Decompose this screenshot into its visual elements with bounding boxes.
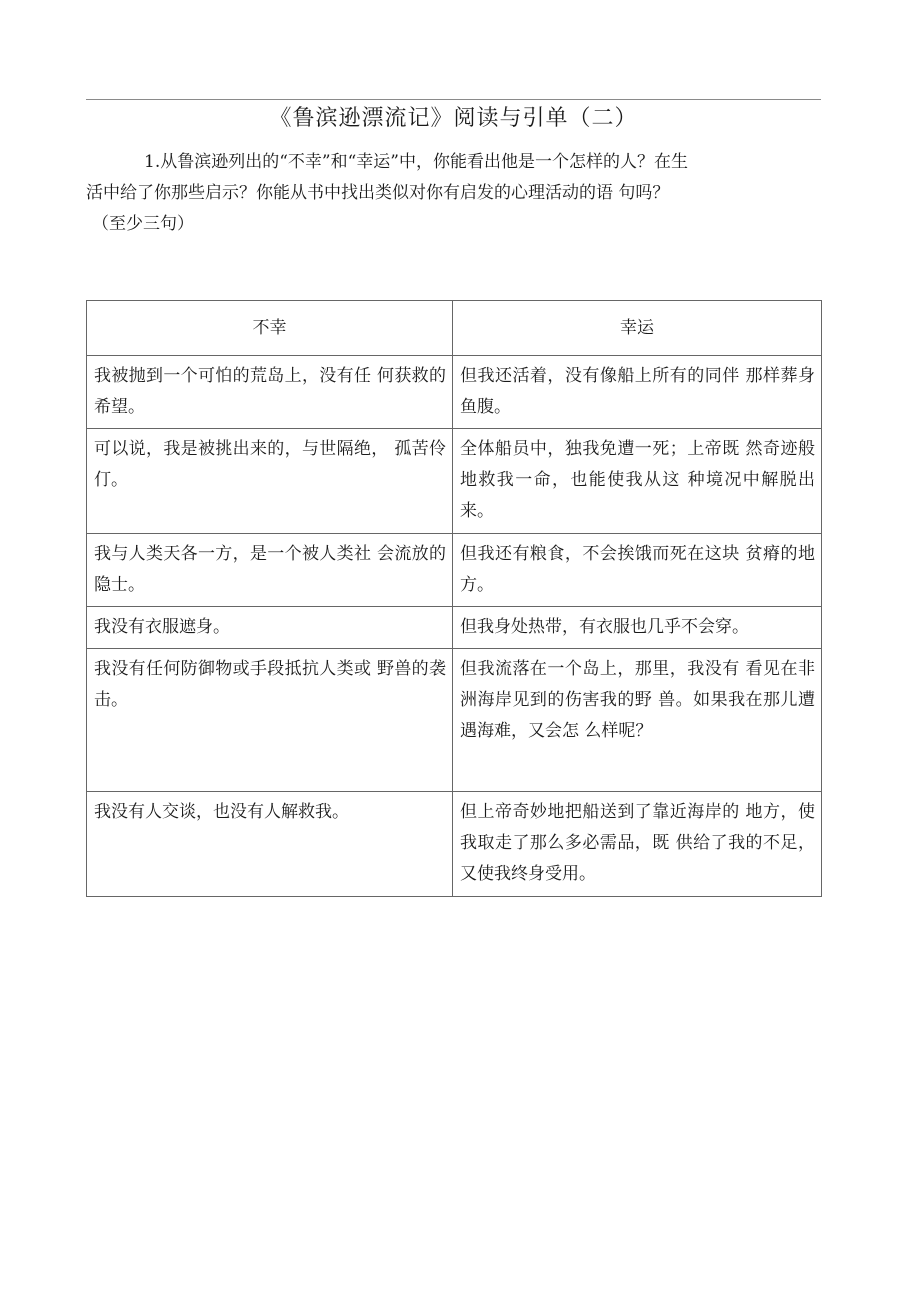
table-row [87, 607, 822, 649]
fortune-cell: 但我流落在一个岛上，那里，我没有 看见在非洲海岸见到的伤害我的野 兽。如果我在那儿遭遇海难，又会怎 么样呢？ [453, 649, 822, 792]
question-note: （至少三句） [92, 214, 194, 234]
question-line-1: 1.从鲁滨逊列出的“不幸”和“幸运”中，你能看出他是一个怎样的人？在生 [144, 152, 688, 172]
misfortune-cell: 我没有人交谈，也没有人解救我。 [87, 792, 453, 897]
misfortune-cell: 我被抛到一个可怕的荒岛上，没有任 何获救的希望。 [87, 356, 453, 429]
table-header-row [87, 301, 822, 356]
misfortune-cell: 我没有任何防御物或手段抵抗人类或 野兽的袭击。 [87, 649, 453, 792]
question-prompt [86, 147, 821, 240]
fortune-cell: 但我还有粮食，不会挨饿而死在这块 贫瘠的地方。 [453, 534, 822, 607]
header-rule [86, 99, 821, 100]
fortune-cell: 全体船员中，独我免遭一死；上帝既 然奇迹般地救我一命，也能使我从这 种境况中解脱出来。 [453, 429, 822, 534]
table-row [87, 429, 822, 534]
table-row [87, 649, 822, 792]
misfortune-cell: 我与人类天各一方，是一个被人类社 会流放的隐士。 [87, 534, 453, 607]
fortune-cell: 但我还活着，没有像船上所有的同伴 那样葬身鱼腹。 [453, 356, 822, 429]
table-row [87, 792, 822, 897]
table-row [87, 534, 822, 607]
column-header-fortune: 幸运 [453, 301, 822, 356]
document-title: 《鲁滨逊漂流记》阅读与引单（二） [269, 106, 638, 131]
question-line-2: 活中给了你那些启示？你能从书中找出类似对你有启发的心理活动的语 句吗？ [86, 183, 670, 203]
column-header-misfortune: 不幸 [87, 301, 453, 356]
misfortune-cell: 可以说，我是被挑出来的，与世隔绝， 孤苦伶仃。 [87, 429, 453, 534]
table-row [87, 356, 822, 429]
fortune-cell: 但上帝奇妙地把船送到了靠近海岸的 地方，使我取走了那么多必需品，既 供给了我的不足，又使我终身受用。 [453, 792, 822, 897]
misfortune-cell: 我没有衣服遮身。 [87, 607, 453, 649]
fortune-cell: 但我身处热带，有衣服也几乎不会穿。 [453, 607, 822, 649]
misfortune-fortune-table [86, 300, 822, 897]
